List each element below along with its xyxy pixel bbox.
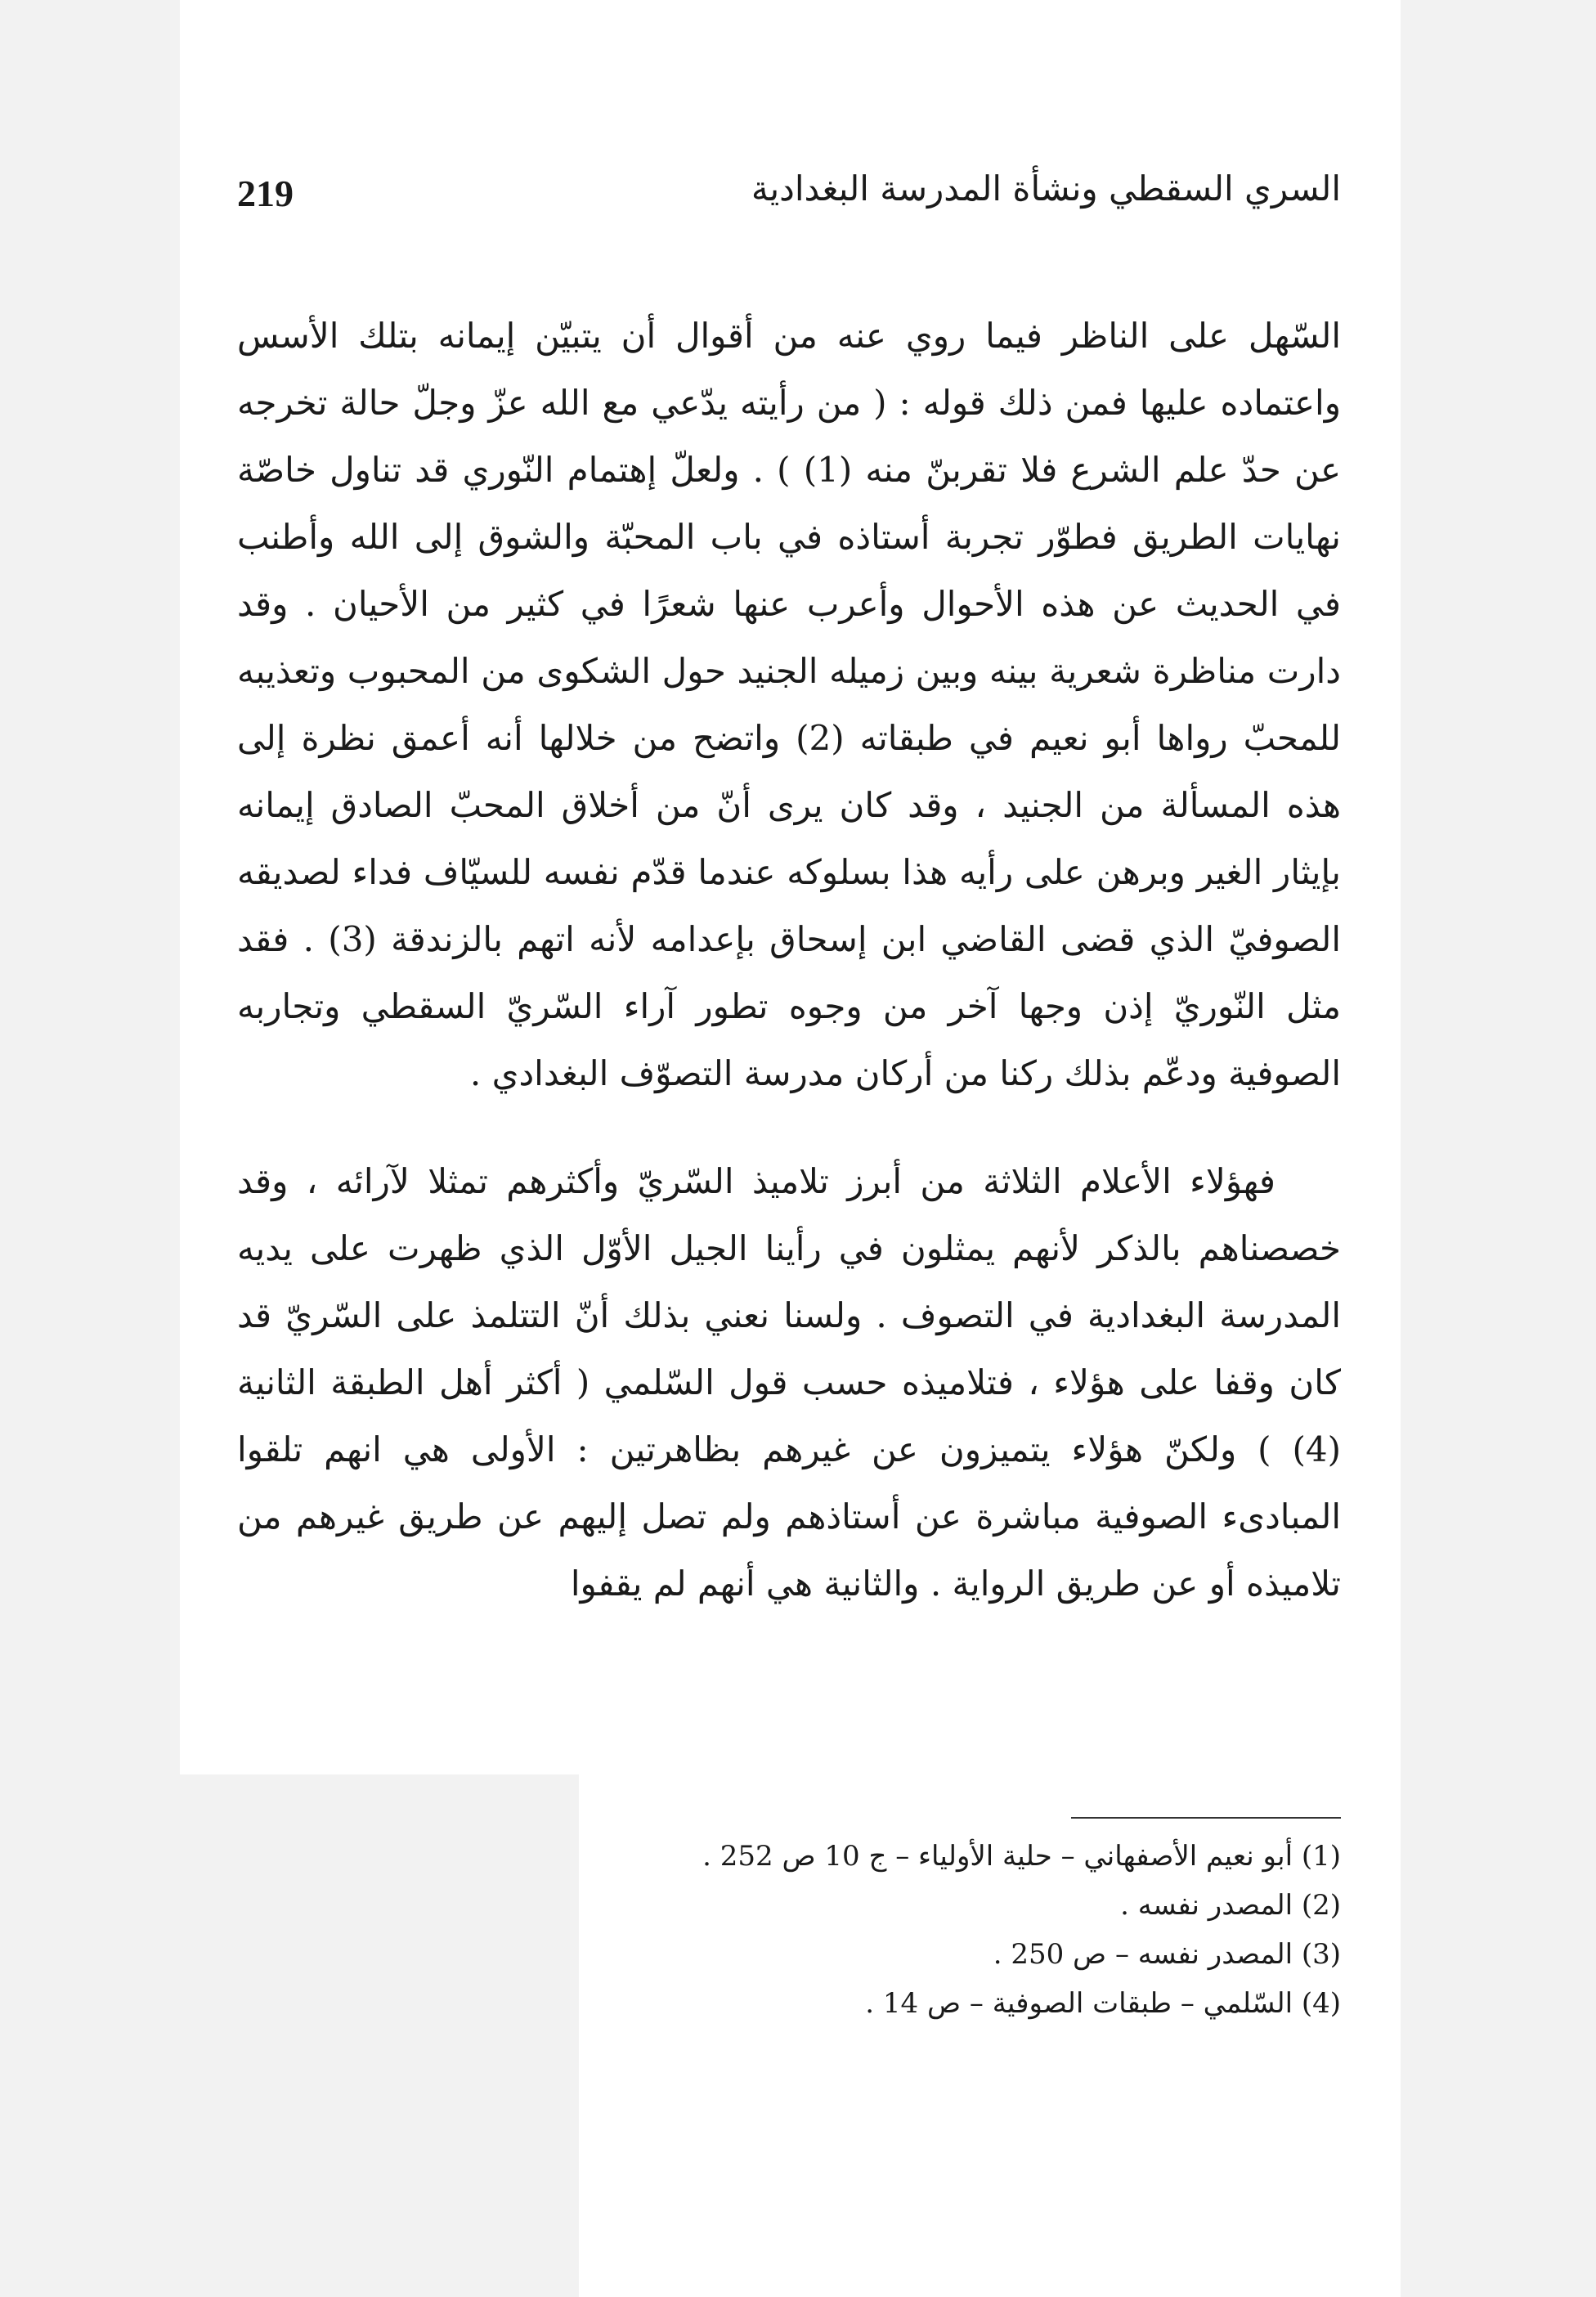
footnote: (1) أبو نعيم الأصفهاني – حلية الأولياء – ج 10 ص 252 . — [702, 1840, 1341, 1873]
footnote: (2) المصدر نفسه . — [1120, 1889, 1341, 1922]
page-header — [237, 164, 1341, 229]
body-text — [237, 303, 1341, 1617]
footnote-divider — [1071, 1817, 1341, 1819]
scan-background — [180, 1774, 579, 2297]
footnotes — [572, 1832, 1341, 2028]
running-title: السري السقطي ونشأة المدرسة البغدادية — [751, 168, 1341, 209]
paragraph: السّهل على الناظر فيما روي عنه من أقوال أن يتبيّن إيمانه بتلك الأسس واعتماده عليها فمن ذلك قوله : ( من رأيته يدّعي مع الله عزّ وجلّ حالة تخرجه عن حدّ علم الشرع فلا تقربنّ منه (1) ) . ولعلّ إهتمام النّوري قد تناول خاصّة نهايات الطريق فطوّر تجربة أستاذه في باب المحبّة والشوق إلى الله وأطنب في الحديث عن هذه الأحوال وأعرب عنها شعرًا في كثير من الأحيان . وقد دارت مناظرة شعرية بينه وبين زميله الجنيد حول الشكوى من المحبوب وتعذيبه للمحبّ رواها أبو نعيم في طبقاته (2) واتضح من خلالها أنه أعمق نظرة إلى هذه المسألة من الجنيد ، وقد كان يرى أنّ من أخلاق المحبّ الصادق إيمانه بإيثار الغير وبرهن على رأيه هذا بسلوكه عندما قدّم نفسه للسيّاف فداء لصديقه الصوفيّ الذي قضى القاضي ابن إسحاق بإعدامه لأنه اتهم بالزندقة (3) . فقد مثل النّوريّ إذن وجها آخر من وجوه تطور آراء السّريّ السقطي وتجاربه الصوفية ودعّم بذلك ركنا من أركان مدرسة التصوّف البغدادي . — [237, 316, 1342, 1093]
paragraph: فهؤلاء الأعلام الثلاثة من أبرز تلاميذ السّريّ وأكثرهم تمثلا لآرائه ، وقد خصصناهم بالذكر لأنهم يمثلون في رأينا الجيل الأوّل الذي ظهرت على يديه المدرسة البغدادية في التصوف . ولسنا نعني بذلك أنّ التتلمذ على السّريّ قد كان وقفا على هؤلاء ، فتلاميذه حسب قول السّلمي ( أكثر أهل الطبقة الثانية (4) ) ولكنّ هؤلاء يتميزون عن غيرهم بظاهرتين : الأولى هي انهم تلقوا المبادىء الصوفية مباشرة عن أستاذهم ولم تصل إليهم عن طريق غيرهم من تلاميذه أو عن طريق الرواية . والثانية هي أنهم لم يقفوا — [237, 1161, 1341, 1604]
footnote: (3) المصدر نفسه – ص 250 . — [993, 1938, 1341, 1971]
footnote: (4) السّلمي – طبقات الصوفية – ص 14 . — [865, 1987, 1341, 2020]
page-number: 219 — [237, 173, 294, 214]
